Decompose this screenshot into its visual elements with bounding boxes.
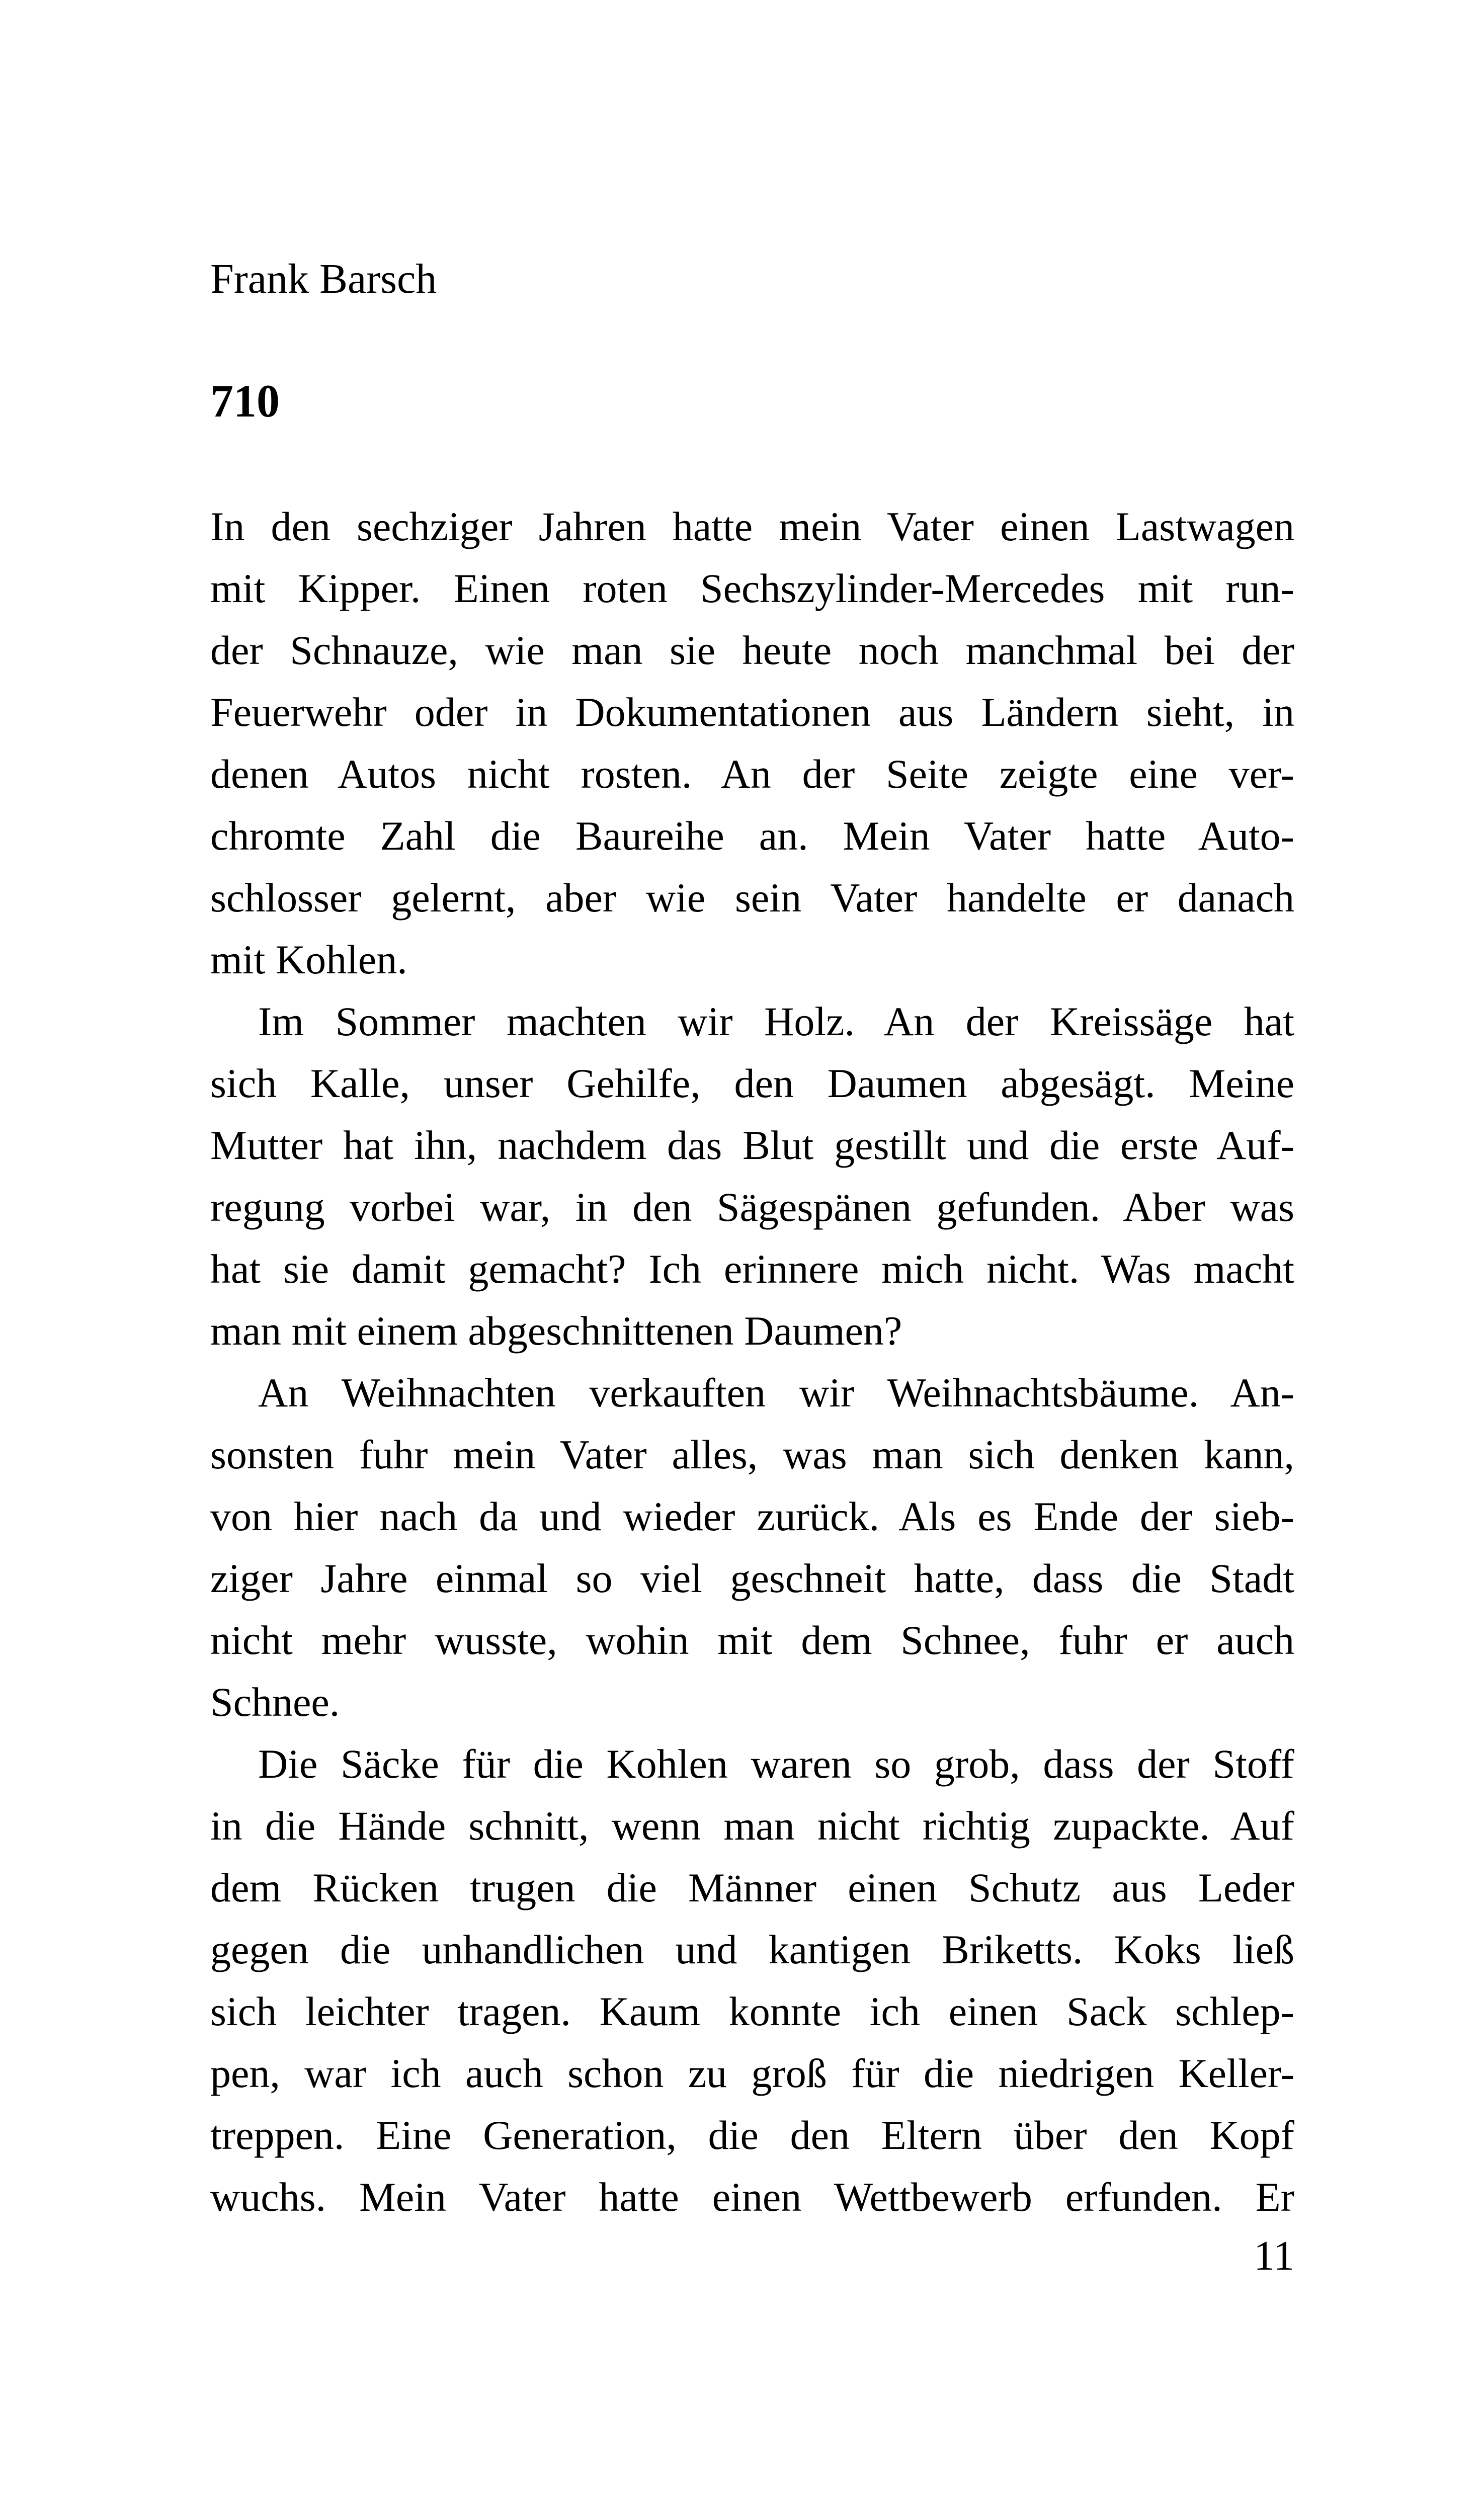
text-line: nicht mehr wusste, wohin mit dem Schnee, fuhr er auch [210, 1617, 1294, 1663]
text-line: gegen die unhandlichen und kantigen Briketts. Koks ließ [210, 1927, 1294, 1972]
text-line: Mutter hat ihn, nachdem das Blut gestillt und die erste Auf- [210, 1122, 1294, 1168]
text-line: Schnee. [210, 1679, 340, 1725]
text-line: chromte Zahl die Baureihe an. Mein Vater hatte Auto- [210, 813, 1294, 859]
text-line: sich leichter tragen. Kaum konnte ich einen Sack schlep- [210, 1988, 1294, 2034]
text-line: man mit einem abgeschnittenen Daumen? [210, 1308, 902, 1354]
text-line: ziger Jahre einmal so viel geschneit hatte, dass die Stadt [210, 1555, 1294, 1601]
text-line: An Weihnachten verkauften wir Weihnachtsbäume. An- [258, 1370, 1294, 1416]
text-line: Im Sommer machten wir Holz. An der Kreissäge hat [258, 999, 1294, 1044]
text-line: sich Kalle, unser Gehilfe, den Daumen abgesägt. Meine [210, 1060, 1294, 1106]
text-line: schlosser gelernt, aber wie sein Vater handelte er danach [210, 875, 1294, 921]
text-line: in die Hände schnitt, wenn man nicht richtig zupackte. Auf [210, 1803, 1294, 1849]
chapter-title: 710 [210, 375, 280, 427]
text-line: mit Kipper. Einen roten Sechszylinder-Mercedes mit run- [210, 565, 1294, 611]
text-line: hat sie damit gemacht? Ich erinnere mich nicht. Was macht [210, 1246, 1294, 1292]
text-line: In den sechziger Jahren hatte mein Vater einen Lastwagen [210, 504, 1294, 549]
text-line: wuchs. Mein Vater hatte einen Wettbewerb erfunden. Er [210, 2174, 1294, 2220]
text-line: der Schnauze, wie man sie heute noch manchmal bei der [210, 627, 1294, 673]
page-number: 11 [1254, 2232, 1294, 2279]
text-line: treppen. Eine Generation, die den Eltern über den Kopf [210, 2112, 1294, 2158]
text-line: Die Säcke für die Kohlen waren so grob, dass der Stoff [258, 1741, 1294, 1787]
text-line: sonsten fuhr mein Vater alles, was man sich denken kann, [210, 1432, 1294, 1477]
text-line: dem Rücken trugen die Männer einen Schutz aus Leder [210, 1865, 1294, 1910]
text-line: von hier nach da und wieder zurück. Als es Ende der sieb- [210, 1493, 1294, 1539]
text-line: denen Autos nicht rosten. An der Seite zeigte eine ver- [210, 751, 1294, 797]
text-line: Feuerwehr oder in Dokumentationen aus Ländern sieht, in [210, 689, 1294, 735]
text-line: regung vorbei war, in den Sägespänen gefunden. Aber was [210, 1184, 1294, 1230]
text-line: pen, war ich auch schon zu groß für die niedrigen Keller- [210, 2050, 1294, 2096]
text-line: mit Kohlen. [210, 937, 407, 982]
author-name: Frank Barsch [210, 256, 437, 302]
body-text [210, 495, 1294, 2228]
